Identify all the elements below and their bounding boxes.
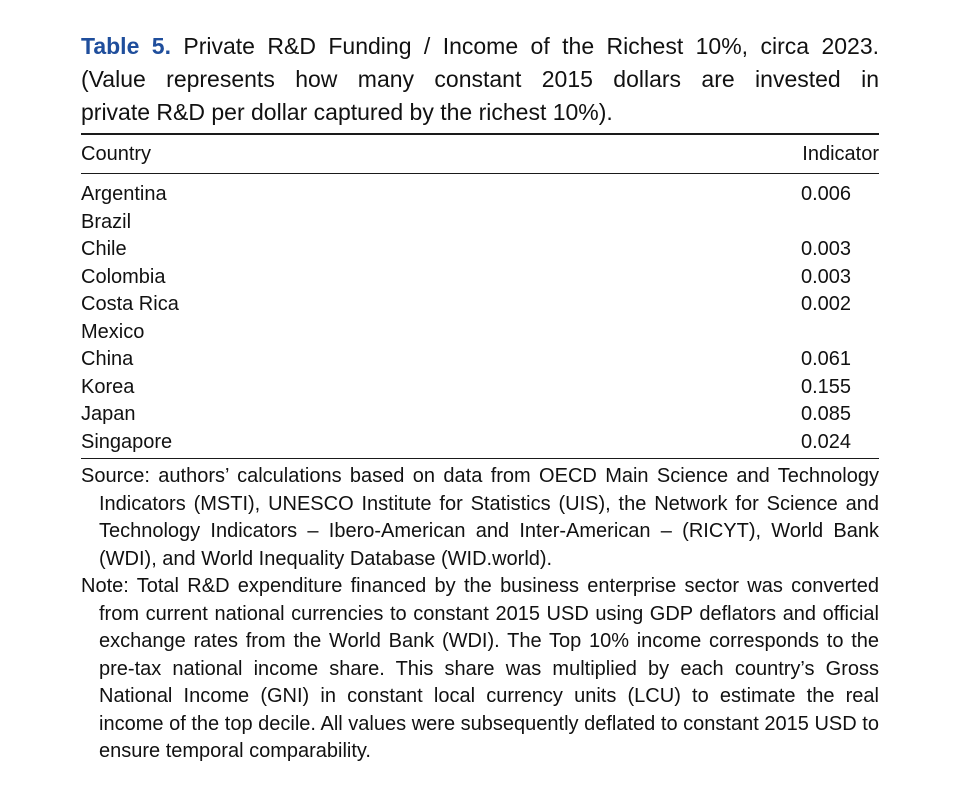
country-cell: Costa Rica (81, 293, 179, 315)
table-block (81, 30, 879, 766)
country-cell: Brazil (81, 210, 132, 233)
indicator-cell (801, 319, 861, 347)
indicator-cell: 0.003 (801, 238, 852, 260)
indicator-cell: 0.085 (801, 403, 852, 425)
column-header-country: Country (81, 143, 152, 165)
caption-line-2: (Value represents how many constant 2015 dollars are invested in (81, 66, 879, 92)
country-cell: Singapore (81, 430, 173, 453)
table-row (81, 401, 879, 429)
table-row (81, 429, 879, 457)
indicator-cell: 0.006 (801, 183, 852, 205)
country-cell: Argentina (81, 183, 167, 205)
indicator-cell: 0.002 (801, 293, 852, 315)
table-row (81, 346, 879, 374)
country-cell: Korea (81, 375, 135, 398)
indicator-cell: 0.155 (801, 375, 852, 398)
table-header-row (81, 135, 879, 173)
table-row (81, 374, 879, 402)
table-caption (81, 30, 879, 129)
table-bottom-rule (81, 458, 879, 459)
table-body (81, 174, 879, 458)
caption-line-3: private R&D per dollar captured by the richest 10%). (81, 99, 613, 125)
country-cell: Japan (81, 403, 136, 425)
country-cell: Chile (81, 238, 127, 260)
caption-title: Private R&D Funding / Income of the Richest 10%, circa 2023. (183, 33, 880, 59)
table-row (81, 181, 879, 209)
table-notes (81, 463, 879, 766)
table-label: Table 5. (81, 33, 171, 59)
indicator-cell: 0.003 (801, 265, 852, 288)
country-cell: Colombia (81, 265, 166, 288)
country-cell: China (81, 348, 134, 370)
country-cell: Mexico (81, 320, 145, 343)
method-note: Note: Total R&D expenditure financed by the business enterprise sector was converted from current national currencies to constant 2015 USD using GDP deflators and official exchange rates from the World Bank (WDI). The Top 10% income corresponds to the pre-tax national income share. This share was multiplied by each country’s Gross National Income (GNI) in constant local currency units (LCU) to estimate the real income of the top decile. All values were subsequently deflated to constant 2015 USD to ensure temporal comparability. (81, 575, 879, 762)
indicator-cell (801, 209, 861, 237)
indicator-cell: 0.024 (801, 430, 852, 453)
table-row (81, 264, 879, 292)
table-row (81, 291, 879, 319)
source-note: Source: authors’ calculations based on data from OECD Main Science and Technology Indicators (MSTI), UNESCO Institute for Statistics (UIS), the Network for Science and Technology Indicators – Ibero-American and Inter-American – (RICYT), World Bank (WDI), and World Inequality Database (WID.world). (81, 465, 879, 570)
column-header-indicator: Indicator (802, 143, 879, 165)
table-row (81, 236, 879, 264)
table-row (81, 209, 879, 237)
table-row (81, 319, 879, 347)
indicator-cell: 0.061 (801, 348, 852, 370)
caption-line-1 (81, 30, 879, 63)
